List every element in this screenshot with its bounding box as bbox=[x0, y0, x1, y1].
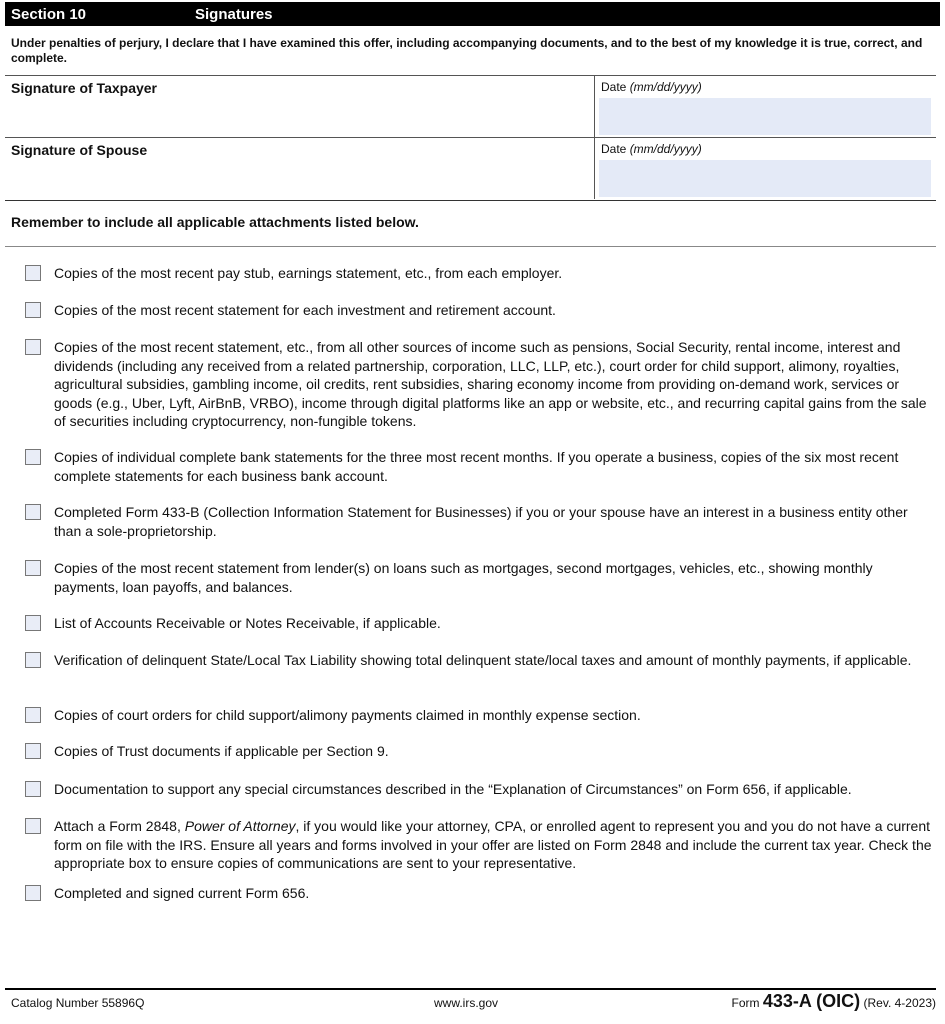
spouse-date-label bbox=[601, 142, 702, 156]
form-revision: (Rev. 4-2023) bbox=[860, 996, 936, 1010]
date-format-hint: (mm/dd/yyyy) bbox=[629, 142, 702, 156]
attachment-label: Completed and signed current Form 656. bbox=[54, 885, 310, 901]
attachment-label: Completed Form 433-B (Collection Information Statement for Businesses) if you or your spouse have an interest in a business entity other than a sole-proprietorship. bbox=[54, 504, 908, 539]
attachment-checkbox[interactable] bbox=[25, 615, 41, 631]
attachment-checkbox[interactable] bbox=[25, 265, 41, 281]
power-of-attorney-title: Power of Attorney bbox=[184, 818, 296, 834]
attachments-reminder: Remember to include all applicable attachments listed below. bbox=[11, 214, 419, 230]
attachment-checkbox[interactable] bbox=[25, 818, 41, 834]
section-header bbox=[5, 2, 940, 26]
attachment-checkbox[interactable] bbox=[25, 302, 41, 318]
irs-website: www.irs.gov bbox=[434, 996, 499, 1010]
spouse-date-field[interactable] bbox=[599, 160, 931, 197]
taxpayer-date-label bbox=[601, 80, 702, 94]
attachment-checkbox[interactable] bbox=[25, 781, 41, 797]
date-label-text: Date bbox=[601, 142, 630, 156]
attachment-checkbox[interactable] bbox=[25, 504, 41, 520]
footer-divider bbox=[5, 988, 936, 990]
date-format-hint: (mm/dd/yyyy) bbox=[629, 80, 702, 94]
attachment-checkbox[interactable] bbox=[25, 652, 41, 668]
form-identifier bbox=[731, 991, 936, 1012]
section-number: Section 10 bbox=[11, 6, 87, 23]
spouse-date-cell bbox=[594, 138, 937, 199]
attachment-label: Copies of the most recent pay stub, earnings statement, etc., from each employer. bbox=[54, 265, 563, 281]
spouse-signature-row bbox=[5, 138, 936, 199]
attachment-label: Copies of Trust documents if applicable per Section 9. bbox=[54, 743, 389, 759]
attachment-checkbox[interactable] bbox=[25, 560, 41, 576]
taxpayer-date-cell bbox=[594, 76, 937, 137]
signature-table bbox=[5, 75, 936, 201]
attachment-label: Copies of individual complete bank statements for the three most recent months. If you operate a business, copies of the six most recent complete statements for each business bank account. bbox=[54, 449, 899, 484]
attachment-label: Copies of the most recent statement for each investment and retirement account. bbox=[54, 302, 556, 318]
attachment-checkbox[interactable] bbox=[25, 707, 41, 723]
taxpayer-signature-row bbox=[5, 76, 936, 138]
attachment-label: Copies of the most recent statement from lender(s) on loans such as mortgages, second mortgages, vehicles, etc., showing monthly payments, loan payoffs, and balances. bbox=[54, 560, 873, 595]
spouse-signature-label: Signature of Spouse bbox=[11, 142, 148, 158]
taxpayer-signature-label: Signature of Taxpayer bbox=[11, 80, 158, 96]
perjury-statement: Under penalties of perjury, I declare that I have examined this offer, including accompanying documents, and to the best of my knowledge it is true, correct, and complete. bbox=[11, 36, 923, 65]
catalog-number: Catalog Number 55896Q bbox=[11, 996, 145, 1010]
attachment-label-part: Attach a Form 2848, bbox=[54, 818, 185, 834]
attachment-label: Copies of court orders for child support/alimony payments claimed in monthly expense section. bbox=[54, 707, 641, 723]
attachment-label: Copies of the most recent statement, etc., from all other sources of income such as pensions, Social Security, rental income, interest and dividends (including any received from a related partnership, corporation, LLC, LLP, etc.), court order for child support, alimony, royalties, agricultural subsidies, gambling income, oil credits, rent subsidies, sharing economy income from providing on-demand work, services or goods (e.g., Uber, Lyft, AirBnB, VRBO), income through digital platforms like an app or website, etc., and recurring capital gains from the sale of securities including cryptocurrency, non-fungible tokens. bbox=[54, 339, 927, 429]
taxpayer-date-field[interactable] bbox=[599, 98, 931, 135]
form-number: 433-A (OIC) bbox=[762, 991, 861, 1011]
section-title: Signatures bbox=[195, 6, 273, 23]
attachment-label: List of Accounts Receivable or Notes Receivable, if applicable. bbox=[54, 615, 441, 631]
attachment-checkbox[interactable] bbox=[25, 885, 41, 901]
attachment-label bbox=[54, 817, 934, 873]
attachment-label-part: , if you would like your attorney, CPA, or enrolled agent to represent you and you do not have a current form on file with the IRS. Ensure all years and forms involved in your offer are listed on Form 2848 and include the current tax year. Check the appropriate box to ensure copies of communications are sent to your representative. bbox=[54, 818, 932, 871]
attachment-label: Documentation to support any special circumstances described in the “Explanation of Circumstances” on Form 656, if applicable. bbox=[54, 781, 852, 797]
attachment-checkbox[interactable] bbox=[25, 449, 41, 465]
date-label-text: Date bbox=[601, 80, 630, 94]
attachment-checkbox[interactable] bbox=[25, 339, 41, 355]
attachment-label: Verification of delinquent State/Local Tax Liability showing total delinquent state/local taxes and amount of monthly payments, if applicable. bbox=[54, 652, 912, 668]
attachment-checkbox[interactable] bbox=[25, 743, 41, 759]
form-prefix: Form bbox=[731, 996, 763, 1010]
divider bbox=[5, 246, 936, 247]
